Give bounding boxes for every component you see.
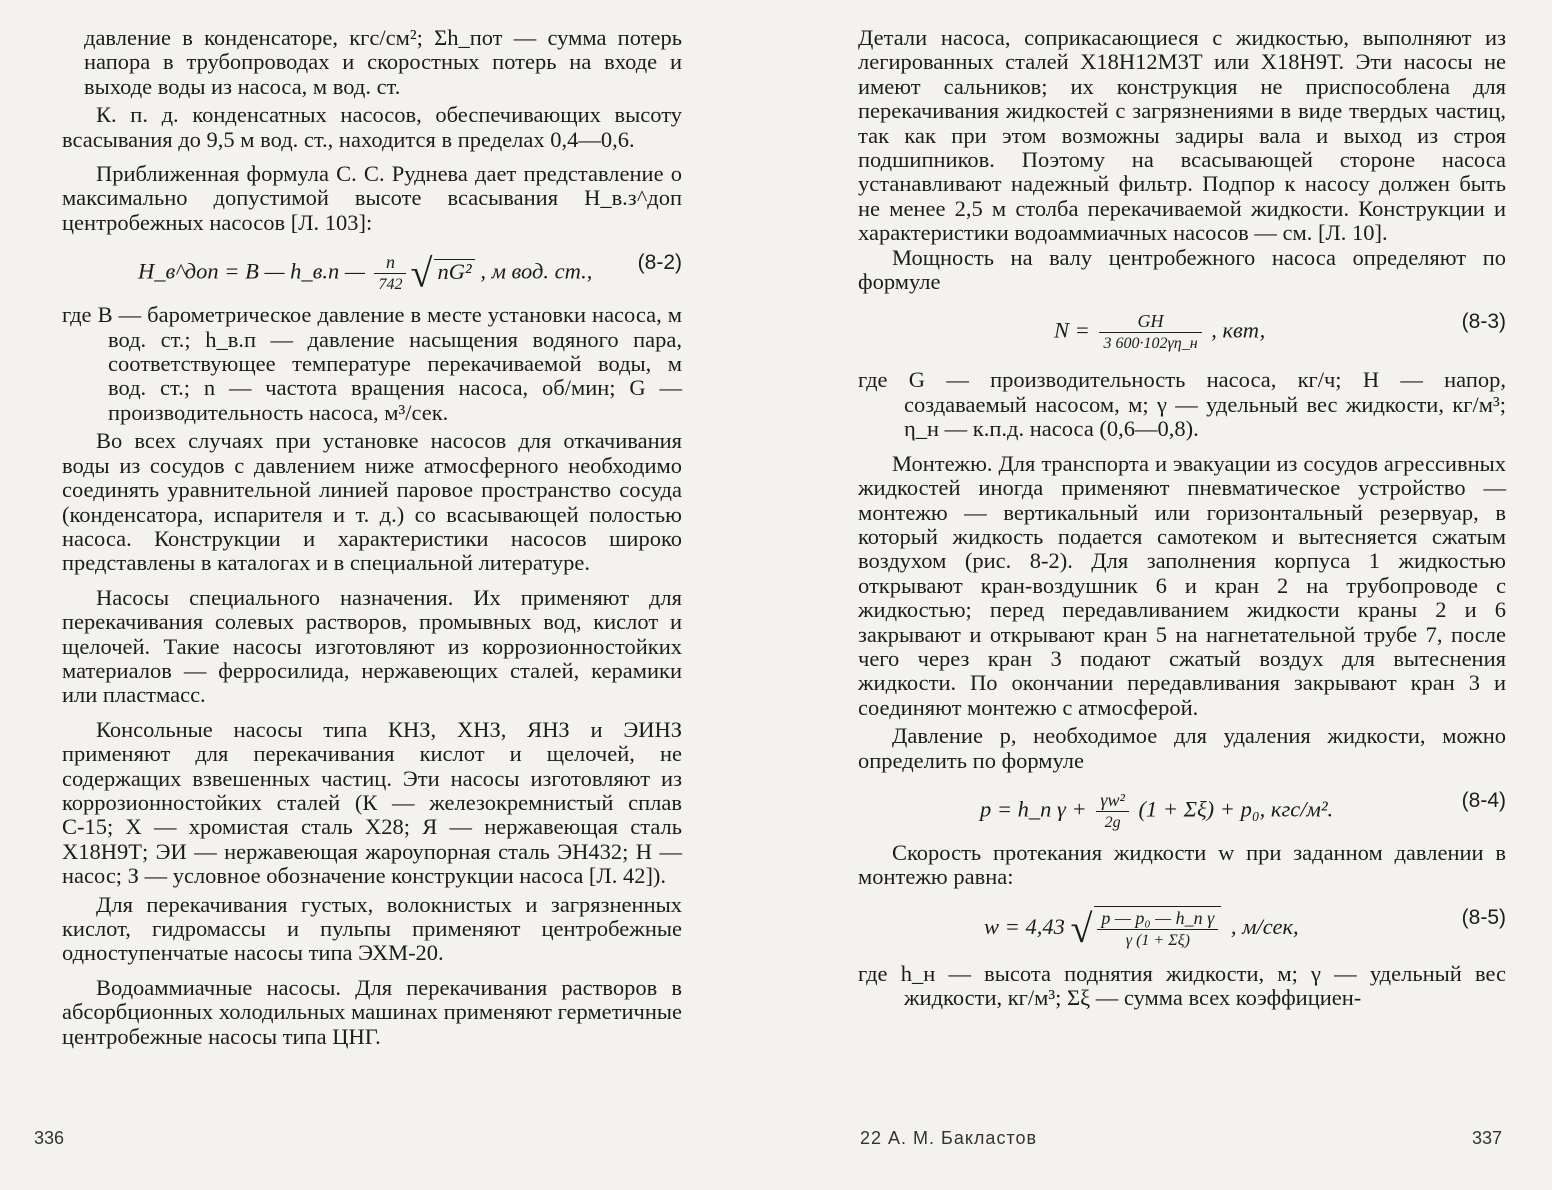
paragraph: Монтежю. Для транспорта и эвакуации из сосудов агрессивных жидкостей иногда применяют пневматическое устройство — монтежю — вертикальный или горизонтальный резервуар, в который жидкость подается самотеком и вытесняется сжатым воздухом (рис. 8-2). Для заполнения корпуса 1 жидкостью открывают кран-воздушник 6 и кран 2 на трубопроводе с жидкостью; перед передавливанием жидкости краны 2 и 6 закрывают и открывают кран 5 на нагнетательной трубе 7, после чего через кран 3 подают сжатый воздух для вытеснения жидкости. По окончании передавливания закрывают кран 3 и соединяют монтежю с атмосферой. [858,450,1506,720]
paragraph: Для перекачивания густых, волокнистых и загрязненных кислот, гидромассы и пульпы применяют центробежные одноступенчатые насосы типа ЭХМ-20. [62,891,682,966]
paragraph: Консольные насосы типа КНЗ, ХНЗ, ЯНЗ и ЭИНЗ применяют для перекачивания кислот и щелочей, не содержащих взвешенных частиц. Эти насосы изготовляют из коррозионностойких сталей (К — железокремнистый сплав С-15; Х — хромистая сталь Х28; Я — нержавеющая сталь Х18Н9Т; ЭИ — нержавеющая жароупорная сталь ЭН432; Н — насос; З — условное обозначение конструкции насоса [Л. 42]). [62,716,682,889]
formula-units: , м вод. ст., [480,258,593,284]
fraction: $\frac{\text{γw²}}{2g}$ [1096,789,1129,834]
paragraph: Давление p, необходимое для удаления жидкости, можно определить по формуле [858,723,1506,773]
paragraph: К. п. д. конденсатных насосов, обеспечивающих высоту всасывания до 9,5 м вод. ст., находится в пределах 0,4—0,6. [62,102,682,152]
fraction: $\frac{n}{742}$ [374,251,406,296]
formula-8-5: w = 4,43 √ $\frac{\text{p — p₀ — h\_п γ}}{\gamma (1 + \Sigma\xi)}$ , м/сек, (8-5) [984,905,1506,951]
printer-signature: 22 А. М. Бакластов [860,1128,1038,1148]
formula-number: (8-4) [1461,788,1506,812]
radicand: nG² [434,259,474,284]
right-page [858,26,1506,1176]
formula-8-4: p = h_п γ + $\frac{\text{γw²}}{2g}$ (1 + Σξ) + p₀, кгс/м². (8-4) [858,777,1506,837]
formula-lhs: H_в^доп = B — h_в.п — [138,258,365,284]
paragraph: Мощность на валу центробежного насоса определяют по формуле [858,244,1506,295]
paragraph: Детали насоса, соприкасающиеся с жидкостью, выполняют из легированных сталей Х18Н12М3Т или Х18Н9Т. Эти насосы не имеют сальников; их конструкция не приспособлена для перекачивания жидкостей с загрязнениями в виде твердых частиц, так как при этом возможны задиры вала и выход из строя подшипников. Поэтому на всасывающей стороне насоса устанавливают надежный фильтр. Подпор к насосу должен быть не менее 2,5 м столба перекачиваемой жидкости. Конструкции и характеристики водоаммиачных насосов — см. [Л. 10]. [858,25,1506,246]
formula-8-2: H_в^доп = B — h_в.п — $\frac{n}{742}$ √ nG² , м вод. ст., (8-2) [138,250,682,296]
paragraph: Насосы специального назначения. Их применяют для перекачивания солевых растворов, промывных вод, кислот и щелочей. Такие насосы изготовляют из коррозионностойких материалов — ферросилида, нержавеющих сталей, керамики или пластмасс. [62,584,682,708]
paragraph: где B — барометрическое давление в месте установки насоса, м вод. ст.; h_в.п — давление насыщения водяного пара, соответствующее температуре перекачиваемой воды, м вод. ст.; n — частота вращения насоса, об/мин; G — производительность насоса, м³/сек. [62,302,682,425]
formula-number: (8-3) [1461,310,1506,334]
fraction: $\frac{GH}{3 600\cdot 102\gamma\eta\_н}$ [1099,310,1201,355]
page-number-left: 336 [34,1128,65,1148]
paragraph: Приближенная формула С. С. Руднева дает представление о максимально допустимой высоте всасывания H_в.з^доп центробежных насосов [Л. 103]: [62,161,682,235]
fraction: $\frac{\text{p — p₀ — h\_п γ}}{\gamma (1 + \Sigma\xi)}$ [1094,906,1221,952]
formula-number: (8-5) [1461,905,1506,929]
paragraph: давление в конденсаторе, кгс/см²; Σh_пот — сумма потерь напора в трубопроводах и скоростных потерь на входе и выходе воды из насоса, м вод. ст. [84,25,682,99]
left-page [62,26,682,1176]
page-number-right: 337 [1471,1128,1502,1148]
formula-number: (8-2) [637,251,682,275]
paragraph: Водоаммиачные насосы. Для перекачивания растворов в абсорбционных холодильных машинах применяют герметичные центробежные насосы типа ЦНГ. [62,974,682,1049]
paragraph: где h_н — высота поднятия жидкости, м; γ — удельный вес жидкости, кг/м³; Σξ — сумма всех коэффициен- [858,960,1506,1011]
formula-8-3: N = $\frac{GH}{3 600\cdot 102\gamma\eta\_н}$ , квт, (8-3) [858,298,1506,358]
paragraph: Скорость протекания жидкости w при заданном давлении в монтежю равна: [858,839,1506,890]
paragraph: где G — производительность насоса, кг/ч; H — напор, создаваемый насосом, м; γ — удельный вес жидкости, кг/м³; η_н — к.п.д. насоса (0,6—0,8). [858,367,1506,442]
paragraph: Во всех случаях при установке насосов для откачивания воды из сосудов с давлением ниже атмосферного необходимо соединять уравнительной линией паровое пространство сосуда (конденсатора, испарителя и т. д.) со всасывающей полостью насоса. Конструкции и характеристики насосов широко представлены в каталогах и в специальной литературе. [62,428,682,576]
